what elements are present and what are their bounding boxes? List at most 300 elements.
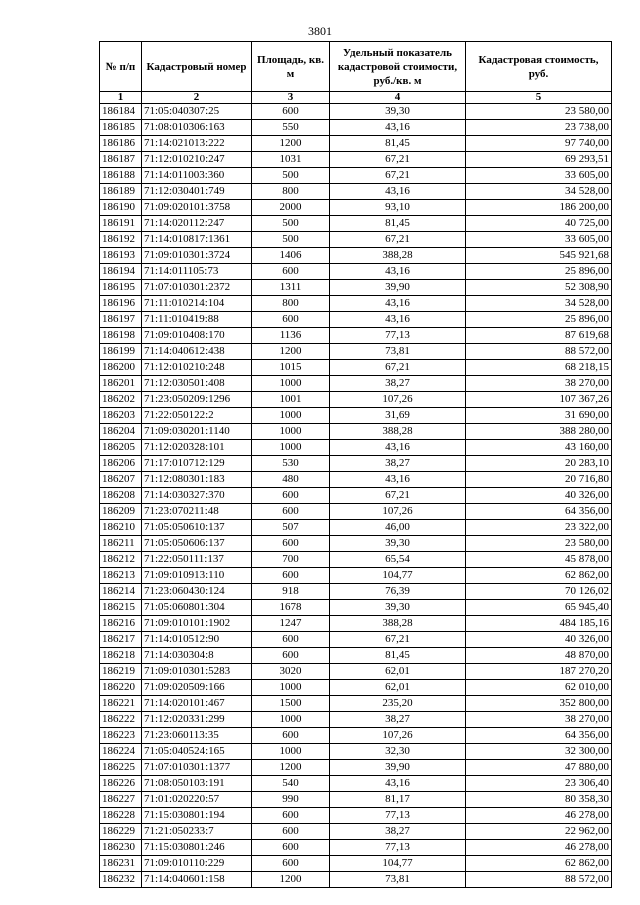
unit-rate-cell: 73,81 — [330, 344, 466, 360]
cadastral-value-cell: 62 862,00 — [466, 568, 612, 584]
cadastral-value-cell: 40 326,00 — [466, 488, 612, 504]
header-cadastral-value: Кадастровая стоимость, руб. — [466, 42, 612, 92]
cadastral-number-cell: 71:12:020328:101 — [142, 440, 252, 456]
cadastral-number-cell: 71:09:020509:166 — [142, 680, 252, 696]
area-cell: 600 — [252, 648, 330, 664]
cadastral-number-cell: 71:05:040307:25 — [142, 104, 252, 120]
cadastral-value-cell: 31 690,00 — [466, 408, 612, 424]
cadastral-value-cell: 52 308,90 — [466, 280, 612, 296]
table-row — [100, 472, 612, 488]
cadastral-value-cell: 69 293,51 — [466, 152, 612, 168]
column-number: 2 — [142, 92, 252, 104]
table-row — [100, 584, 612, 600]
unit-rate-cell: 43,16 — [330, 776, 466, 792]
table-row — [100, 456, 612, 472]
cadastral-number-cell: 71:09:010301:5283 — [142, 664, 252, 680]
unit-rate-cell: 32,30 — [330, 744, 466, 760]
unit-rate-cell: 107,26 — [330, 504, 466, 520]
row-number-cell: 186208 — [100, 488, 142, 504]
cadastral-number-cell: 71:12:030401:749 — [142, 184, 252, 200]
cadastral-number-cell: 71:08:010306:163 — [142, 120, 252, 136]
row-number-cell: 186223 — [100, 728, 142, 744]
cadastral-number-cell: 71:14:030304:8 — [142, 648, 252, 664]
area-cell: 600 — [252, 104, 330, 120]
area-cell: 600 — [252, 504, 330, 520]
row-number-cell: 186217 — [100, 632, 142, 648]
row-number-cell: 186219 — [100, 664, 142, 680]
unit-rate-cell: 67,21 — [330, 360, 466, 376]
row-number-cell: 186193 — [100, 248, 142, 264]
row-number-cell: 186201 — [100, 376, 142, 392]
cadastral-number-cell: 71:09:010301:3724 — [142, 248, 252, 264]
cadastral-value-cell: 40 326,00 — [466, 632, 612, 648]
cadastral-number-cell: 71:14:020101:467 — [142, 696, 252, 712]
row-number-cell: 186200 — [100, 360, 142, 376]
unit-rate-cell: 107,26 — [330, 392, 466, 408]
cadastral-number-cell: 71:23:060113:35 — [142, 728, 252, 744]
table-row — [100, 408, 612, 424]
unit-rate-cell: 107,26 — [330, 728, 466, 744]
unit-rate-cell: 43,16 — [330, 264, 466, 280]
cadastral-value-cell: 65 945,40 — [466, 600, 612, 616]
unit-rate-cell: 67,21 — [330, 232, 466, 248]
cadastral-number-cell: 71:15:030801:194 — [142, 808, 252, 824]
cadastral-number-cell: 71:14:021013:222 — [142, 136, 252, 152]
row-number-cell: 186195 — [100, 280, 142, 296]
cadastral-number-cell: 71:23:070211:48 — [142, 504, 252, 520]
row-number-cell: 186224 — [100, 744, 142, 760]
unit-rate-cell: 81,45 — [330, 648, 466, 664]
cadastral-value-cell: 80 358,30 — [466, 792, 612, 808]
area-cell: 600 — [252, 264, 330, 280]
cadastral-number-cell: 71:05:040524:165 — [142, 744, 252, 760]
table-row — [100, 216, 612, 232]
row-number-cell: 186229 — [100, 824, 142, 840]
cadastral-number-cell: 71:12:010210:247 — [142, 152, 252, 168]
row-number-cell: 186205 — [100, 440, 142, 456]
table-row — [100, 632, 612, 648]
cadastral-number-cell: 71:11:010214:104 — [142, 296, 252, 312]
cadastral-number-cell: 71:09:010101:1902 — [142, 616, 252, 632]
cadastral-value-cell: 32 300,00 — [466, 744, 612, 760]
row-number-cell: 186202 — [100, 392, 142, 408]
area-cell: 600 — [252, 312, 330, 328]
row-number-cell: 186211 — [100, 536, 142, 552]
cadastral-number-cell: 71:12:020331:299 — [142, 712, 252, 728]
table-row — [100, 536, 612, 552]
row-number-cell: 186206 — [100, 456, 142, 472]
table-row — [100, 808, 612, 824]
row-number-cell: 186194 — [100, 264, 142, 280]
area-cell: 1200 — [252, 344, 330, 360]
cadastral-value-cell: 62 862,00 — [466, 856, 612, 872]
area-cell: 1000 — [252, 744, 330, 760]
cadastral-value-cell: 87 619,68 — [466, 328, 612, 344]
cadastral-value-cell: 33 605,00 — [466, 232, 612, 248]
row-number-cell: 186196 — [100, 296, 142, 312]
cadastral-value-cell: 43 160,00 — [466, 440, 612, 456]
cadastral-value-table — [99, 41, 612, 888]
table-row — [100, 360, 612, 376]
cadastral-value-cell: 187 270,20 — [466, 664, 612, 680]
cadastral-number-cell: 71:14:020112:247 — [142, 216, 252, 232]
unit-rate-cell: 43,16 — [330, 472, 466, 488]
unit-rate-cell: 62,01 — [330, 664, 466, 680]
unit-rate-cell: 81,17 — [330, 792, 466, 808]
cadastral-number-cell: 71:01:020220:57 — [142, 792, 252, 808]
cadastral-value-cell: 22 962,00 — [466, 824, 612, 840]
row-number-cell: 186197 — [100, 312, 142, 328]
row-number-cell: 186232 — [100, 872, 142, 888]
row-number-cell: 186191 — [100, 216, 142, 232]
unit-rate-cell: 235,20 — [330, 696, 466, 712]
table-row — [100, 776, 612, 792]
cadastral-number-cell: 71:09:010408:170 — [142, 328, 252, 344]
cadastral-value-cell: 38 270,00 — [466, 376, 612, 392]
unit-rate-cell: 388,28 — [330, 424, 466, 440]
header-row — [100, 42, 612, 92]
row-number-cell: 186216 — [100, 616, 142, 632]
unit-rate-cell: 39,30 — [330, 536, 466, 552]
table-row — [100, 184, 612, 200]
cadastral-number-cell: 71:23:050209:1296 — [142, 392, 252, 408]
table-row — [100, 568, 612, 584]
cadastral-number-cell: 71:12:080301:183 — [142, 472, 252, 488]
header-row-number: № п/п — [100, 42, 142, 92]
unit-rate-cell: 62,01 — [330, 680, 466, 696]
table-row — [100, 840, 612, 856]
row-number-cell: 186185 — [100, 120, 142, 136]
row-number-cell: 186203 — [100, 408, 142, 424]
table-row — [100, 376, 612, 392]
cadastral-value-cell: 70 126,02 — [466, 584, 612, 600]
cadastral-number-cell: 71:08:050103:191 — [142, 776, 252, 792]
row-number-cell: 186204 — [100, 424, 142, 440]
unit-rate-cell: 39,30 — [330, 104, 466, 120]
table-row — [100, 824, 612, 840]
table-row — [100, 200, 612, 216]
column-number: 3 — [252, 92, 330, 104]
page-number: 3801 — [308, 24, 332, 38]
unit-rate-cell: 38,27 — [330, 712, 466, 728]
row-number-cell: 186218 — [100, 648, 142, 664]
row-number-cell: 186187 — [100, 152, 142, 168]
unit-rate-cell: 38,27 — [330, 824, 466, 840]
unit-rate-cell: 43,16 — [330, 440, 466, 456]
unit-rate-cell: 39,30 — [330, 600, 466, 616]
table-row — [100, 648, 612, 664]
cadastral-number-cell: 71:05:050606:137 — [142, 536, 252, 552]
row-number-cell: 186198 — [100, 328, 142, 344]
area-cell: 1000 — [252, 376, 330, 392]
unit-rate-cell: 388,28 — [330, 616, 466, 632]
cadastral-value-cell: 64 356,00 — [466, 728, 612, 744]
area-cell: 600 — [252, 568, 330, 584]
row-number-cell: 186184 — [100, 104, 142, 120]
cadastral-number-cell: 71:15:030801:246 — [142, 840, 252, 856]
cadastral-value-cell: 23 580,00 — [466, 104, 612, 120]
row-number-cell: 186214 — [100, 584, 142, 600]
row-number-cell: 186222 — [100, 712, 142, 728]
cadastral-number-cell: 71:14:040601:158 — [142, 872, 252, 888]
cadastral-number-cell: 71:14:040612:438 — [142, 344, 252, 360]
unit-rate-cell: 67,21 — [330, 168, 466, 184]
unit-rate-cell: 43,16 — [330, 184, 466, 200]
area-cell: 800 — [252, 184, 330, 200]
row-number-cell: 186228 — [100, 808, 142, 824]
cadastral-number-cell: 71:09:010110:229 — [142, 856, 252, 872]
cadastral-value-cell: 34 528,00 — [466, 296, 612, 312]
area-cell: 1000 — [252, 440, 330, 456]
area-cell: 500 — [252, 168, 330, 184]
row-number-cell: 186221 — [100, 696, 142, 712]
unit-rate-cell: 76,39 — [330, 584, 466, 600]
table-row — [100, 312, 612, 328]
cadastral-value-cell: 23 738,00 — [466, 120, 612, 136]
cadastral-number-cell: 71:07:010301:1377 — [142, 760, 252, 776]
cadastral-value-cell: 88 572,00 — [466, 344, 612, 360]
cadastral-value-cell: 107 367,26 — [466, 392, 612, 408]
cadastral-number-cell: 71:22:050111:137 — [142, 552, 252, 568]
area-cell: 600 — [252, 632, 330, 648]
cadastral-value-cell: 23 580,00 — [466, 536, 612, 552]
table-row — [100, 424, 612, 440]
area-cell: 1200 — [252, 872, 330, 888]
table-row — [100, 168, 612, 184]
cadastral-value-cell: 62 010,00 — [466, 680, 612, 696]
area-cell: 800 — [252, 296, 330, 312]
area-cell: 600 — [252, 488, 330, 504]
row-number-cell: 186190 — [100, 200, 142, 216]
table-row — [100, 696, 612, 712]
cadastral-number-cell: 71:05:060801:304 — [142, 600, 252, 616]
cadastral-number-cell: 71:09:010913:110 — [142, 568, 252, 584]
cadastral-value-cell: 45 878,00 — [466, 552, 612, 568]
table-row — [100, 104, 612, 120]
cadastral-number-cell: 71:12:030501:408 — [142, 376, 252, 392]
area-cell: 1000 — [252, 408, 330, 424]
header-area: Площадь, кв. м — [252, 42, 330, 92]
cadastral-number-cell: 71:22:050122:2 — [142, 408, 252, 424]
table-row — [100, 680, 612, 696]
cadastral-value-cell: 33 605,00 — [466, 168, 612, 184]
table-row — [100, 328, 612, 344]
cadastral-value-cell: 38 270,00 — [466, 712, 612, 728]
table-row — [100, 264, 612, 280]
cadastral-number-cell: 71:17:010712:129 — [142, 456, 252, 472]
row-number-cell: 186230 — [100, 840, 142, 856]
row-number-cell: 186210 — [100, 520, 142, 536]
unit-rate-cell: 38,27 — [330, 456, 466, 472]
area-cell: 1136 — [252, 328, 330, 344]
table-row — [100, 248, 612, 264]
table-row — [100, 552, 612, 568]
column-number: 5 — [466, 92, 612, 104]
area-cell: 1200 — [252, 760, 330, 776]
cadastral-value-cell: 48 870,00 — [466, 648, 612, 664]
unit-rate-cell: 388,28 — [330, 248, 466, 264]
area-cell: 500 — [252, 232, 330, 248]
cadastral-number-cell: 71:23:060430:124 — [142, 584, 252, 600]
table-row — [100, 280, 612, 296]
unit-rate-cell: 46,00 — [330, 520, 466, 536]
area-cell: 918 — [252, 584, 330, 600]
table-row — [100, 728, 612, 744]
cadastral-value-cell: 186 200,00 — [466, 200, 612, 216]
area-cell: 1200 — [252, 136, 330, 152]
cadastral-number-cell: 71:09:030201:1140 — [142, 424, 252, 440]
cadastral-value-cell: 20 283,10 — [466, 456, 612, 472]
cadastral-value-cell: 68 218,15 — [466, 360, 612, 376]
cadastral-number-cell: 71:09:020101:3758 — [142, 200, 252, 216]
table-row — [100, 440, 612, 456]
cadastral-value-cell: 23 306,40 — [466, 776, 612, 792]
table-row — [100, 520, 612, 536]
unit-rate-cell: 67,21 — [330, 632, 466, 648]
column-number-row — [100, 92, 612, 104]
table-row — [100, 760, 612, 776]
unit-rate-cell: 104,77 — [330, 856, 466, 872]
area-cell: 500 — [252, 216, 330, 232]
area-cell: 600 — [252, 856, 330, 872]
table-row — [100, 616, 612, 632]
area-cell: 1000 — [252, 712, 330, 728]
unit-rate-cell: 38,27 — [330, 376, 466, 392]
table-body — [100, 104, 612, 888]
cadastral-value-cell: 97 740,00 — [466, 136, 612, 152]
unit-rate-cell: 43,16 — [330, 296, 466, 312]
table-row — [100, 600, 612, 616]
row-number-cell: 186189 — [100, 184, 142, 200]
table-row — [100, 120, 612, 136]
area-cell: 600 — [252, 840, 330, 856]
area-cell: 600 — [252, 536, 330, 552]
table-row — [100, 488, 612, 504]
cadastral-number-cell: 71:14:030327:370 — [142, 488, 252, 504]
cadastral-number-cell: 71:14:011003:360 — [142, 168, 252, 184]
area-cell: 1311 — [252, 280, 330, 296]
cadastral-value-cell: 47 880,00 — [466, 760, 612, 776]
area-cell: 3020 — [252, 664, 330, 680]
unit-rate-cell: 67,21 — [330, 488, 466, 504]
area-cell: 1031 — [252, 152, 330, 168]
unit-rate-cell: 43,16 — [330, 120, 466, 136]
unit-rate-cell: 65,54 — [330, 552, 466, 568]
table-row — [100, 744, 612, 760]
row-number-cell: 186215 — [100, 600, 142, 616]
cadastral-value-cell: 20 716,80 — [466, 472, 612, 488]
row-number-cell: 186188 — [100, 168, 142, 184]
cadastral-value-cell: 88 572,00 — [466, 872, 612, 888]
row-number-cell: 186213 — [100, 568, 142, 584]
row-number-cell: 186186 — [100, 136, 142, 152]
table-row — [100, 344, 612, 360]
table-row — [100, 664, 612, 680]
area-cell: 700 — [252, 552, 330, 568]
cadastral-number-cell: 71:11:010419:88 — [142, 312, 252, 328]
cadastral-number-cell: 71:05:050610:137 — [142, 520, 252, 536]
area-cell: 1000 — [252, 680, 330, 696]
area-cell: 550 — [252, 120, 330, 136]
cadastral-number-cell: 71:07:010301:2372 — [142, 280, 252, 296]
row-number-cell: 186192 — [100, 232, 142, 248]
cadastral-number-cell: 71:14:010817:1361 — [142, 232, 252, 248]
area-cell: 1247 — [252, 616, 330, 632]
cadastral-number-cell: 71:14:011105:73 — [142, 264, 252, 280]
unit-rate-cell: 73,81 — [330, 872, 466, 888]
header-unit-rate: Удельный показатель кадастровой стоимости, руб./кв. м — [330, 42, 466, 92]
row-number-cell: 186212 — [100, 552, 142, 568]
table-row — [100, 792, 612, 808]
row-number-cell: 186225 — [100, 760, 142, 776]
cadastral-number-cell: 71:12:010210:248 — [142, 360, 252, 376]
cadastral-value-cell: 484 185,16 — [466, 616, 612, 632]
unit-rate-cell: 67,21 — [330, 152, 466, 168]
cadastral-value-cell: 25 896,00 — [466, 312, 612, 328]
area-cell: 1500 — [252, 696, 330, 712]
table-row — [100, 136, 612, 152]
cadastral-value-cell: 64 356,00 — [466, 504, 612, 520]
area-cell: 600 — [252, 824, 330, 840]
area-cell: 2000 — [252, 200, 330, 216]
area-cell: 480 — [252, 472, 330, 488]
area-cell: 1678 — [252, 600, 330, 616]
row-number-cell: 186199 — [100, 344, 142, 360]
area-cell: 1001 — [252, 392, 330, 408]
area-cell: 540 — [252, 776, 330, 792]
unit-rate-cell: 93,10 — [330, 200, 466, 216]
area-cell: 530 — [252, 456, 330, 472]
cadastral-number-cell: 71:21:050233:7 — [142, 824, 252, 840]
area-cell: 600 — [252, 808, 330, 824]
unit-rate-cell: 39,90 — [330, 280, 466, 296]
table-row — [100, 872, 612, 888]
cadastral-value-cell: 352 800,00 — [466, 696, 612, 712]
row-number-cell: 186231 — [100, 856, 142, 872]
header-cadastral-number: Кадастровый номер — [142, 42, 252, 92]
area-cell: 1406 — [252, 248, 330, 264]
unit-rate-cell: 31,69 — [330, 408, 466, 424]
cadastral-value-cell: 388 280,00 — [466, 424, 612, 440]
area-cell: 507 — [252, 520, 330, 536]
unit-rate-cell: 39,90 — [330, 760, 466, 776]
cadastral-value-cell: 545 921,68 — [466, 248, 612, 264]
row-number-cell: 186220 — [100, 680, 142, 696]
table-row — [100, 232, 612, 248]
unit-rate-cell: 43,16 — [330, 312, 466, 328]
cadastral-value-cell: 40 725,00 — [466, 216, 612, 232]
table-row — [100, 856, 612, 872]
table-row — [100, 152, 612, 168]
table-row — [100, 296, 612, 312]
table-row — [100, 392, 612, 408]
unit-rate-cell: 77,13 — [330, 840, 466, 856]
column-number: 4 — [330, 92, 466, 104]
cadastral-number-cell: 71:14:010512:90 — [142, 632, 252, 648]
area-cell: 600 — [252, 728, 330, 744]
area-cell: 990 — [252, 792, 330, 808]
cadastral-value-cell: 46 278,00 — [466, 840, 612, 856]
row-number-cell: 186226 — [100, 776, 142, 792]
unit-rate-cell: 81,45 — [330, 136, 466, 152]
unit-rate-cell: 104,77 — [330, 568, 466, 584]
cadastral-value-cell: 25 896,00 — [466, 264, 612, 280]
table-row — [100, 504, 612, 520]
row-number-cell: 186227 — [100, 792, 142, 808]
unit-rate-cell: 81,45 — [330, 216, 466, 232]
column-number: 1 — [100, 92, 142, 104]
table-row — [100, 712, 612, 728]
